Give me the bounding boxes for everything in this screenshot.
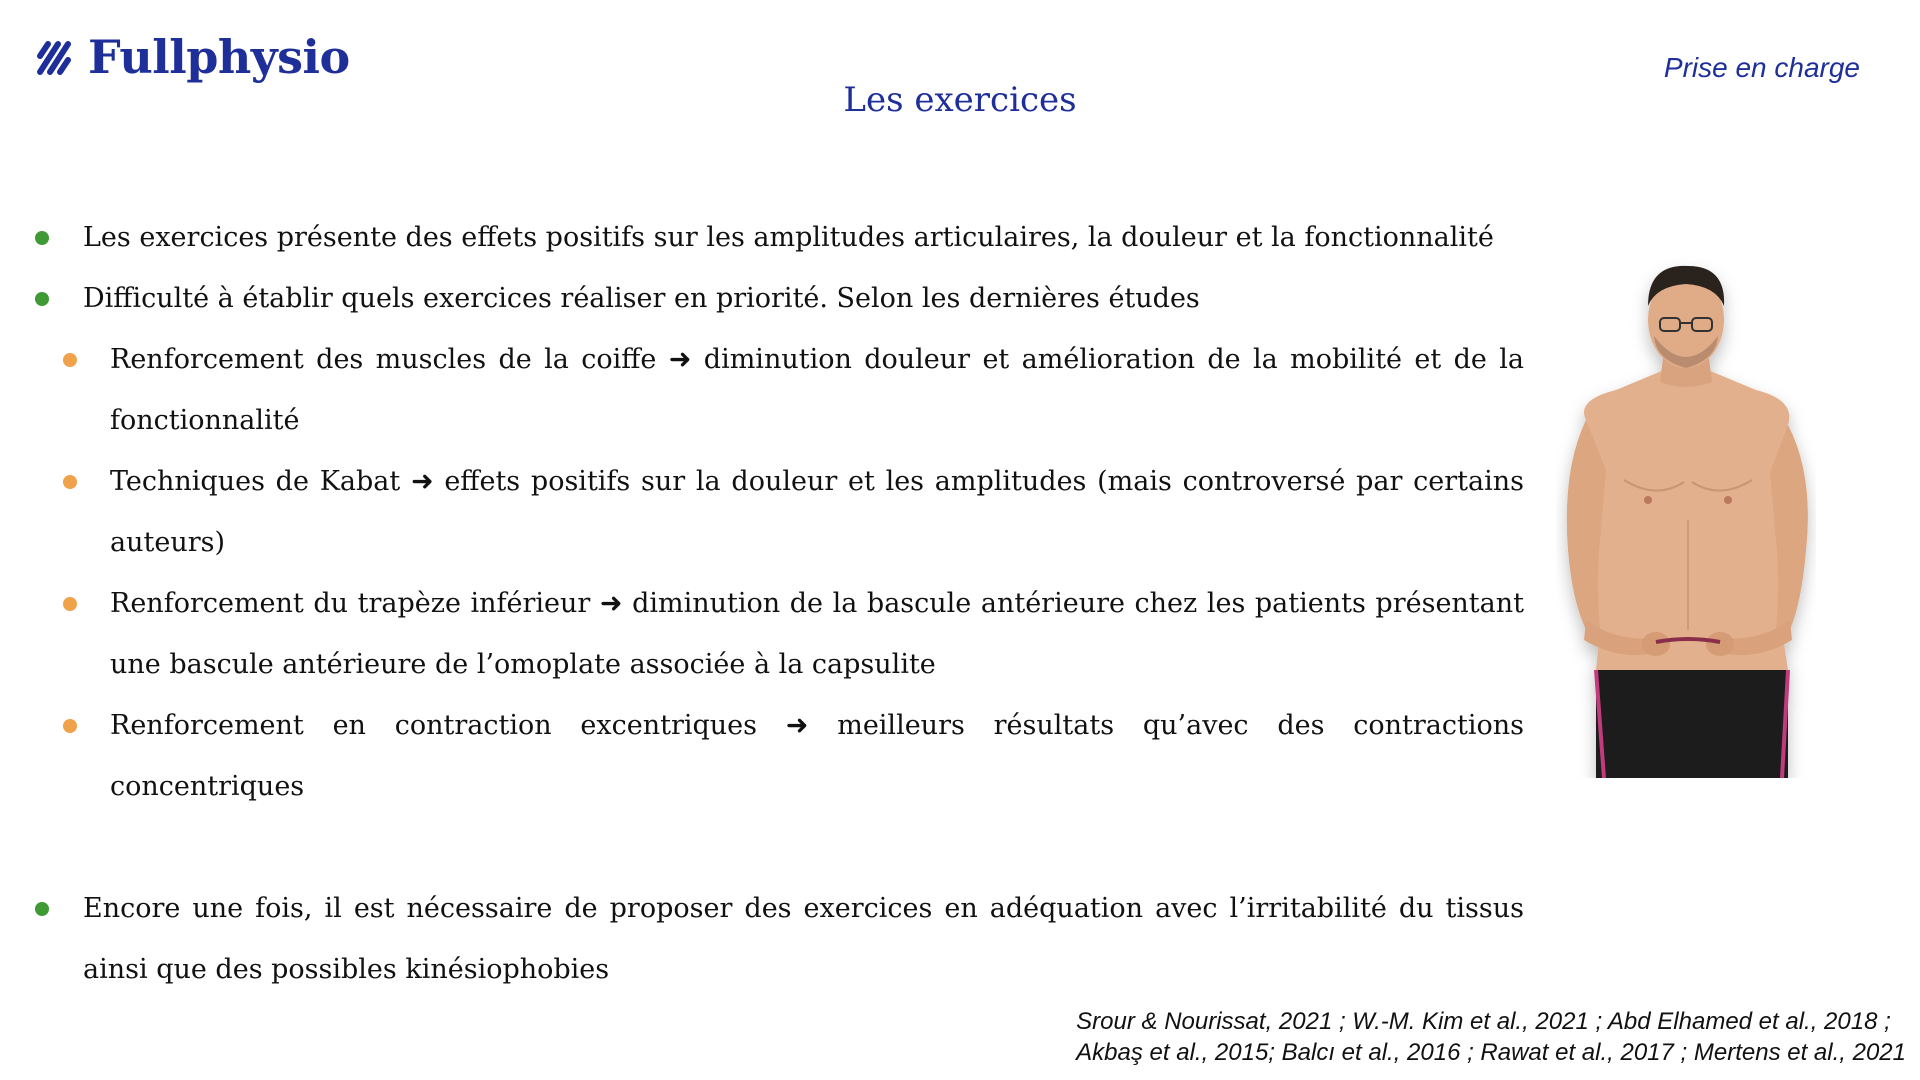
exercise-photo xyxy=(1556,250,1816,778)
section-label: Prise en charge xyxy=(1663,52,1860,83)
bullet-list xyxy=(34,207,1524,1000)
references xyxy=(1076,1006,1906,1068)
slide-title: Les exercices xyxy=(843,80,1077,120)
orange-bullet-icon xyxy=(63,475,77,489)
bullet-text: Les exercices présente des effets positifs sur les amplitudes articulaires, la douleur et la fonctionnalité xyxy=(83,222,1494,253)
orange-bullet-icon xyxy=(63,597,77,611)
green-bullet-icon xyxy=(35,902,49,916)
reference-line: Akbaş et al., 2015; Balcı et al., 2016 ; Rawat et al., 2017 ; Mertens et al., 2021 xyxy=(1076,1039,1906,1066)
green-bullet-icon xyxy=(35,292,49,306)
reference-line: Srour & Nourissat, 2021 ; W.-M. Kim et al., 2021 ; Abd Elhamed et al., 2018 ; xyxy=(1076,1008,1891,1035)
logo-slashes-icon xyxy=(34,34,78,80)
sub-bullet-text: Renforcement du trapèze inférieur ➜ diminution de la bascule antérieure chez les patients présentant une bascule antérieure de l’omoplate associée à la capsulite xyxy=(110,588,1524,680)
sub-bullet-item xyxy=(34,451,1524,573)
logo-text: Fullphysio xyxy=(88,30,350,84)
orange-bullet-icon xyxy=(63,719,77,733)
sub-bullet-item xyxy=(34,573,1524,695)
orange-bullet-icon xyxy=(63,353,77,367)
sub-bullet-text: Renforcement des muscles de la coiffe ➜ diminution douleur et amélioration de la mobilité et de la fonctionnalité xyxy=(110,344,1524,436)
bullet-text: Encore une fois, il est nécessaire de proposer des exercices en adéquation avec l’irritabilité du tissus ainsi que des possibles kinésiophobies xyxy=(83,893,1524,985)
sub-bullet-text: Techniques de Kabat ➜ effets positifs sur la douleur et les amplitudes (mais controversé par certains auteurs) xyxy=(110,466,1524,558)
bullet-item xyxy=(34,268,1524,329)
green-bullet-icon xyxy=(35,231,49,245)
spacer xyxy=(34,817,1524,878)
sub-bullet-item xyxy=(34,329,1524,451)
fullphysio-logo xyxy=(34,30,350,84)
sub-bullet-item xyxy=(34,695,1524,817)
bullet-item xyxy=(34,878,1524,1000)
sub-bullet-text: Renforcement en contraction excentriques ➜ meilleurs résultats qu’avec des contractions concentriques xyxy=(110,710,1524,802)
bullet-item xyxy=(34,207,1524,268)
bullet-text: Difficulté à établir quels exercices réaliser en priorité. Selon les dernières études xyxy=(83,283,1200,314)
